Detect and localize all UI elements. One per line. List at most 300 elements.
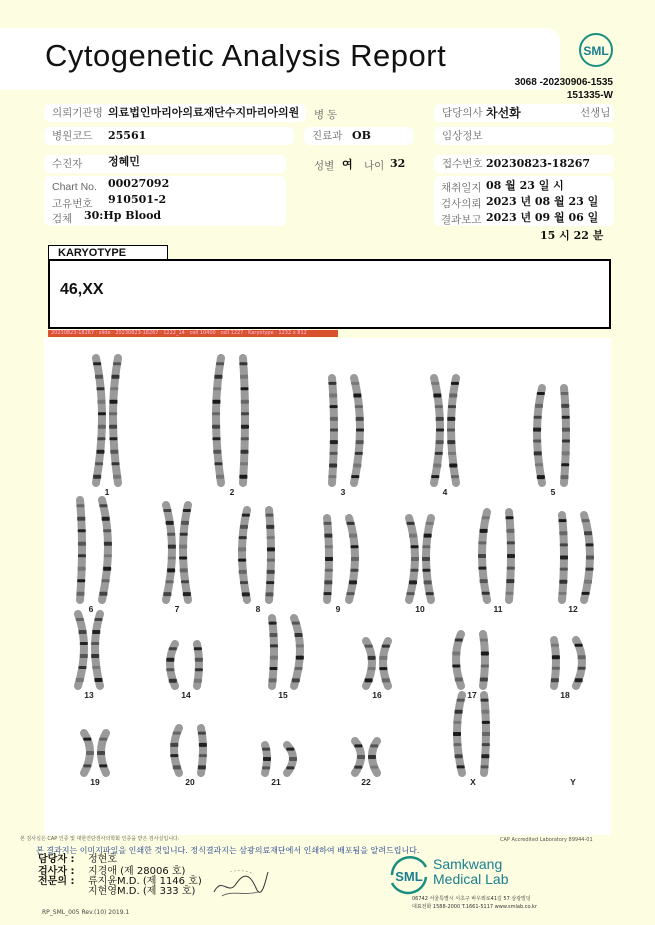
chromosome-band bbox=[351, 545, 359, 548]
chromosome-band bbox=[80, 642, 88, 645]
lab-name-line1: Samkwang bbox=[433, 856, 503, 872]
chromosome-band bbox=[355, 405, 363, 408]
chromosome-band bbox=[91, 654, 99, 658]
chromosome-band bbox=[330, 417, 338, 421]
chromosome-band bbox=[213, 387, 221, 390]
chromosome-band bbox=[195, 658, 203, 662]
chromosome-band bbox=[95, 375, 103, 379]
age-value: 32 bbox=[390, 157, 406, 170]
chromosome-band bbox=[478, 554, 486, 558]
chromosome-band bbox=[180, 533, 188, 536]
chromosome-band bbox=[453, 721, 461, 724]
chromosome-band bbox=[351, 557, 359, 561]
chromosome-band bbox=[351, 382, 359, 385]
chromosome-band bbox=[194, 647, 202, 650]
chromosome-band bbox=[111, 375, 119, 379]
chromosome-label: 13 bbox=[84, 690, 94, 700]
chromosome-band bbox=[357, 755, 365, 759]
chromosome-band bbox=[76, 678, 84, 682]
dept-value: OB bbox=[352, 129, 371, 142]
chromosome-band bbox=[166, 658, 174, 662]
chromosome-band bbox=[507, 541, 515, 544]
chromosome-band bbox=[354, 744, 362, 747]
chromosome-band bbox=[482, 516, 490, 519]
chromosome bbox=[272, 618, 274, 686]
chromosome-band bbox=[269, 622, 277, 625]
chromosome-band bbox=[537, 392, 545, 395]
karyotype-tab: KARYOTYPE bbox=[48, 245, 168, 259]
chromosome-band bbox=[266, 525, 274, 529]
chromosome-band bbox=[452, 652, 460, 656]
chart-value: 00027092 bbox=[108, 177, 170, 190]
patient-value: 정혜민 bbox=[108, 155, 140, 168]
chromosome-band bbox=[241, 400, 249, 404]
chromosome-band bbox=[167, 568, 175, 572]
chromosome-band bbox=[578, 655, 586, 659]
chromosome-band bbox=[447, 417, 455, 421]
chromosome-band bbox=[455, 710, 463, 714]
chromosome-band bbox=[180, 568, 188, 572]
chromosome-band bbox=[457, 765, 465, 768]
chromosome-band bbox=[433, 464, 441, 468]
chromosome-band bbox=[242, 592, 250, 596]
chromosome-band bbox=[212, 437, 220, 440]
chromosome-band bbox=[262, 748, 270, 751]
chromosome-label: 6 bbox=[88, 604, 94, 614]
karyogram-svg bbox=[44, 338, 611, 835]
chromosome-band bbox=[242, 514, 250, 517]
chromosome-band bbox=[169, 647, 177, 650]
chromosome-band bbox=[97, 387, 105, 390]
chromosome-band bbox=[111, 462, 119, 465]
receipt-value: 20230823-18267 bbox=[486, 157, 591, 170]
chromosome-band bbox=[347, 592, 355, 595]
chromosome-pair-8 bbox=[238, 510, 275, 614]
chromosome-band bbox=[435, 405, 443, 408]
chromosome-band bbox=[183, 592, 191, 596]
chromosome-label: 19 bbox=[90, 777, 100, 787]
patient-label: 수진자 bbox=[52, 158, 83, 170]
chromosome-band bbox=[578, 667, 586, 670]
karyogram-image bbox=[44, 338, 611, 835]
chromosome-pair-X bbox=[453, 695, 490, 787]
chromosome-band bbox=[166, 580, 174, 583]
chromosome-band bbox=[480, 579, 488, 583]
chromosome bbox=[564, 388, 566, 483]
chromosome-label: 3 bbox=[340, 487, 346, 497]
chromosome-pair-13 bbox=[76, 614, 103, 700]
staff-name: 류지윤M.D. (제 1146 호) bbox=[88, 876, 202, 887]
lab-address-line2: 대표전화 1588-2000 T.1661-5117 www.smlab.co.kr bbox=[412, 904, 537, 910]
chromosome-band bbox=[582, 519, 590, 522]
chromosome-band bbox=[422, 545, 430, 548]
chromosome bbox=[80, 500, 82, 600]
age-label: 나이 bbox=[364, 160, 385, 172]
chromosome-band bbox=[292, 678, 300, 682]
chromosome-band bbox=[422, 569, 430, 572]
chromosome-band bbox=[181, 580, 189, 583]
chromosome-pair-15 bbox=[269, 618, 304, 700]
chromosome-band bbox=[212, 412, 220, 415]
chromosome-band bbox=[560, 568, 568, 571]
chromosome-band bbox=[195, 668, 203, 671]
chromosome-band bbox=[586, 556, 594, 560]
sml-logo-icon bbox=[578, 32, 614, 68]
chromosome-band bbox=[109, 412, 117, 415]
chromosome-band bbox=[533, 428, 541, 432]
lab-address bbox=[412, 895, 537, 911]
chromosome-band bbox=[481, 754, 489, 758]
chromosome-band bbox=[241, 437, 249, 440]
chromosome-band bbox=[534, 451, 542, 455]
chromosome-band bbox=[240, 462, 248, 465]
chromosome-band bbox=[286, 766, 294, 769]
chromosome-pair-10 bbox=[407, 518, 434, 614]
chromosome bbox=[183, 505, 188, 600]
chromosome-band bbox=[575, 644, 583, 647]
chromosome-band bbox=[265, 592, 273, 596]
chromosome-band bbox=[166, 521, 174, 525]
chromosome-band bbox=[354, 766, 362, 769]
ward-label: 병 동 bbox=[314, 109, 338, 121]
chromosome-band bbox=[267, 559, 275, 562]
chromosome-band bbox=[409, 580, 417, 584]
chromosome-band bbox=[109, 400, 117, 404]
chromosome-band bbox=[482, 743, 490, 746]
chromosome-band bbox=[328, 475, 336, 478]
chromosome-band bbox=[506, 579, 514, 583]
chromosome-band bbox=[426, 592, 434, 595]
chromosome-band bbox=[78, 554, 86, 557]
chromosome-band bbox=[267, 570, 275, 574]
chromosome-band bbox=[370, 766, 378, 769]
chromosome-pair-9 bbox=[324, 518, 359, 614]
report-number-line2: 151335-W bbox=[566, 90, 613, 101]
chromosome-band bbox=[97, 437, 105, 440]
chromosome-band bbox=[482, 732, 490, 736]
chromosome-band bbox=[481, 665, 489, 668]
chromosome-band bbox=[77, 517, 85, 521]
chromosome-band bbox=[169, 679, 177, 683]
chromosome-band bbox=[481, 765, 489, 768]
chromosome-band bbox=[241, 450, 249, 454]
chromosome-pair-2 bbox=[212, 358, 249, 497]
chromosome-band bbox=[270, 656, 278, 660]
chromosome-band bbox=[214, 462, 222, 465]
dept-field bbox=[304, 127, 414, 145]
chart-label: Chart No. bbox=[52, 181, 97, 193]
chromosome-band bbox=[198, 765, 206, 769]
chromosome-band bbox=[267, 536, 275, 539]
chromosome-band bbox=[451, 382, 459, 385]
chromosome-band bbox=[199, 754, 207, 757]
chromosome-pair-19 bbox=[83, 733, 107, 787]
chromosome bbox=[102, 500, 108, 600]
chromosome-label: 2 bbox=[229, 487, 235, 497]
doctor-field bbox=[434, 104, 614, 122]
chromosome-band bbox=[270, 667, 278, 670]
karyotype-box bbox=[48, 259, 611, 329]
chromosome-pair-14 bbox=[166, 644, 203, 700]
chromosome-band bbox=[170, 743, 178, 747]
chromosome-band bbox=[109, 425, 117, 429]
chromosome-band bbox=[241, 387, 249, 390]
chromosome-band bbox=[551, 644, 559, 647]
receipt-field bbox=[434, 155, 614, 173]
image-caption-bar: 20230823-18267 · slide · 20230823-18267 · 1222_14 · cell 10400 · cell 1227 · Karyotype · 1232 x 812 bbox=[48, 330, 338, 337]
staff-role: 전문의 : bbox=[38, 876, 75, 887]
chromosome-band bbox=[270, 644, 278, 647]
collect-label: 채취일지 bbox=[441, 182, 482, 194]
chromosome-pair-16 bbox=[365, 641, 390, 700]
chromosome-band bbox=[167, 533, 175, 536]
chromosome-band bbox=[97, 400, 105, 404]
chromosome-band bbox=[97, 450, 105, 454]
chromosome-band bbox=[422, 557, 430, 561]
chromosome-band bbox=[93, 362, 101, 365]
chromosome bbox=[537, 388, 542, 483]
chromosome-label: 18 bbox=[560, 690, 570, 700]
chromosome-band bbox=[584, 531, 592, 535]
chromosome-band bbox=[328, 382, 336, 385]
samkwang-logo-icon bbox=[386, 855, 432, 895]
chromosome-band bbox=[102, 579, 110, 582]
chromosome-band bbox=[95, 462, 103, 465]
chromosome-band bbox=[324, 592, 332, 595]
chromosome bbox=[294, 618, 300, 686]
unique-label: 고유번호 bbox=[52, 198, 93, 210]
chromosome-band bbox=[266, 581, 274, 584]
chromosome-band bbox=[560, 475, 568, 479]
chromosome-band bbox=[481, 710, 489, 714]
chromosome-band bbox=[240, 581, 248, 584]
cert-note: 본 검사실은 CAP 인증 및 대한진단검사의학회 인증을 받은 검사실입니다. bbox=[20, 836, 180, 842]
chromosome-band bbox=[99, 592, 107, 596]
staff-role: 담당자 : bbox=[38, 854, 75, 865]
chromosome-band bbox=[173, 765, 181, 769]
chromosome-band bbox=[212, 425, 220, 429]
chromosome-band bbox=[370, 744, 378, 747]
chromosome-band bbox=[239, 570, 247, 574]
chromosome-band bbox=[241, 425, 249, 429]
hospital-code-field bbox=[44, 127, 294, 145]
chromosome-label: 11 bbox=[493, 604, 503, 614]
sex-value: 여 bbox=[342, 158, 353, 171]
chromosome-band bbox=[94, 678, 102, 682]
chromosome-band bbox=[238, 547, 246, 551]
chromosome-band bbox=[99, 764, 107, 767]
chromosome-band bbox=[455, 639, 463, 642]
chromosome-band bbox=[99, 738, 107, 741]
chromosome-band bbox=[199, 743, 207, 747]
result-time: 15 시 22 분 bbox=[540, 229, 604, 242]
staff-row-3 bbox=[38, 876, 202, 887]
chromosome-band bbox=[216, 362, 224, 365]
chromosome bbox=[78, 614, 84, 686]
chromosome-band bbox=[213, 450, 221, 454]
chromosome-band bbox=[181, 521, 189, 525]
specimen-value: 30:Hp Blood bbox=[84, 209, 162, 222]
chromosome-band bbox=[324, 580, 332, 584]
chromosome-band bbox=[163, 509, 171, 512]
chromosome-band bbox=[269, 678, 277, 682]
chromosome-band bbox=[325, 557, 333, 561]
chromosome-band bbox=[455, 754, 463, 758]
staff-name: 지경애 (제 28006 호) bbox=[88, 866, 186, 877]
chromosome-band bbox=[262, 766, 270, 769]
chromosome-band bbox=[97, 751, 105, 755]
chromosome-band bbox=[214, 375, 222, 379]
chromosome-label: 15 bbox=[278, 690, 288, 700]
result-value: 2023 년 09 월 06 일 bbox=[486, 211, 599, 224]
chromosome-band bbox=[109, 437, 117, 440]
chromosome-band bbox=[83, 738, 91, 741]
institution-label: 의뢰기관명 bbox=[52, 107, 103, 119]
test-value: 2023 년 08 월 23 일 bbox=[486, 195, 599, 208]
chromosome-band bbox=[166, 668, 174, 671]
chromosome-band bbox=[433, 394, 441, 398]
chromosome-band bbox=[455, 678, 463, 682]
chromosome-band bbox=[92, 630, 100, 634]
chromosome-label: X bbox=[470, 777, 476, 787]
chromosome-band bbox=[436, 429, 444, 432]
chromosome-band bbox=[356, 417, 364, 421]
lab-name bbox=[433, 857, 509, 887]
collect-value: 08 월 23 일 시 bbox=[486, 179, 564, 192]
chromosome-band bbox=[453, 732, 461, 736]
chromosome-label: 20 bbox=[185, 777, 195, 787]
chromosome-band bbox=[330, 440, 338, 444]
chromosome-band bbox=[295, 667, 303, 670]
chromosome-band bbox=[104, 542, 112, 546]
chromosome-label: 5 bbox=[550, 487, 556, 497]
chromosome-band bbox=[409, 534, 417, 538]
chromosome-band bbox=[562, 451, 570, 455]
chromosome-band bbox=[507, 554, 515, 558]
chromosome-pair-22 bbox=[354, 741, 378, 787]
chromosome-band bbox=[76, 592, 84, 596]
chromosome-band bbox=[98, 412, 106, 415]
chromosome-band bbox=[76, 618, 84, 621]
chromosome-label: 8 bbox=[255, 604, 261, 614]
chromosome-band bbox=[457, 699, 465, 702]
institution-value: 의료법인마리아의료재단수지마리아의원 bbox=[108, 106, 300, 119]
chromosome-label: 9 bbox=[335, 604, 341, 614]
chromosome-band bbox=[292, 622, 300, 625]
chromosome-band bbox=[435, 452, 443, 455]
chromosome-band bbox=[325, 569, 333, 572]
chromosome-band bbox=[98, 425, 106, 429]
chromosome-band bbox=[411, 557, 419, 561]
doctor-suffix: 선생님 bbox=[580, 107, 611, 119]
chromosome-band bbox=[91, 642, 99, 645]
chromosome-band bbox=[238, 559, 246, 562]
chromosome-band bbox=[347, 522, 355, 525]
patient-field bbox=[44, 155, 286, 173]
cap-accreditation: CAP Accredited Laboratory 89944-01 bbox=[500, 837, 593, 843]
chromosome-label: 4 bbox=[442, 487, 448, 497]
staff-row-1 bbox=[38, 854, 117, 865]
chromosome-band bbox=[551, 678, 559, 682]
chromosome-band bbox=[506, 516, 514, 519]
chromosome-band bbox=[183, 509, 191, 512]
chromosome-band bbox=[78, 529, 86, 532]
chromosome-label: 22 bbox=[361, 777, 371, 787]
form-number: RP_SML_005 Rev.(10) 2019.1 bbox=[42, 909, 130, 916]
chromosome-band bbox=[449, 464, 457, 468]
chromosome-band bbox=[379, 656, 387, 660]
chromosome-band bbox=[330, 429, 338, 432]
chromosome-band bbox=[562, 416, 570, 419]
chromosome-band bbox=[561, 404, 569, 408]
chromosome-band bbox=[99, 504, 107, 507]
chromosome-band bbox=[330, 405, 338, 408]
report-number bbox=[505, 76, 613, 102]
chromosome-band bbox=[83, 764, 91, 767]
chromosome-band bbox=[562, 428, 570, 432]
chromosome-label: 7 bbox=[174, 604, 180, 614]
chromosome-band bbox=[330, 452, 338, 455]
chromosome-band bbox=[575, 678, 583, 682]
receipt-label: 접수번호 bbox=[442, 158, 483, 170]
chromosome-band bbox=[102, 517, 110, 521]
chromosome-band bbox=[448, 452, 456, 455]
chromosome-band bbox=[424, 534, 432, 538]
chromosome-band bbox=[349, 580, 357, 584]
chromosome-band bbox=[431, 382, 439, 385]
chromosome-band bbox=[295, 633, 303, 637]
chromosome-band bbox=[289, 757, 297, 761]
chromosome-band bbox=[426, 522, 434, 525]
chromosome-band bbox=[240, 525, 248, 529]
chromosome-band bbox=[559, 592, 567, 595]
chromosome-band bbox=[239, 536, 247, 539]
chromosome-pair-7 bbox=[163, 505, 190, 614]
chromosome-band bbox=[535, 463, 543, 466]
chromosome-pair-3 bbox=[328, 378, 364, 497]
chromosome-band bbox=[324, 534, 332, 538]
chromosome-band bbox=[559, 531, 567, 535]
chromosome-pair-5 bbox=[533, 388, 570, 497]
chromosome-band bbox=[113, 475, 121, 479]
chromosome-band bbox=[168, 545, 176, 549]
chromosome-band bbox=[86, 751, 94, 755]
hospital-code-value: 25561 bbox=[108, 129, 147, 142]
chromosome-band bbox=[537, 475, 545, 479]
chromosome-band bbox=[481, 699, 489, 702]
chromosome-band bbox=[110, 387, 118, 390]
chromosome-band bbox=[263, 757, 271, 761]
chromosome-band bbox=[424, 580, 432, 584]
result-label: 결과보고 bbox=[441, 214, 482, 226]
chromosome-band bbox=[560, 556, 568, 560]
chromosome-band bbox=[365, 645, 373, 648]
chromosome-band bbox=[535, 404, 543, 408]
chromosome-band bbox=[163, 592, 171, 596]
chromosome-band bbox=[506, 529, 514, 533]
chromosome-label: 10 bbox=[415, 604, 425, 614]
chromosome-band bbox=[104, 554, 112, 557]
chromosome bbox=[269, 510, 271, 600]
logo-text: SML bbox=[583, 44, 609, 58]
sex-label: 성별 bbox=[314, 160, 335, 172]
chromosome-band bbox=[482, 721, 490, 724]
chromosome-band bbox=[411, 545, 419, 548]
chromosome-band bbox=[436, 440, 444, 444]
chromosome-band bbox=[239, 362, 247, 365]
chromosome-band bbox=[480, 678, 488, 682]
chromosome-band bbox=[447, 429, 455, 432]
